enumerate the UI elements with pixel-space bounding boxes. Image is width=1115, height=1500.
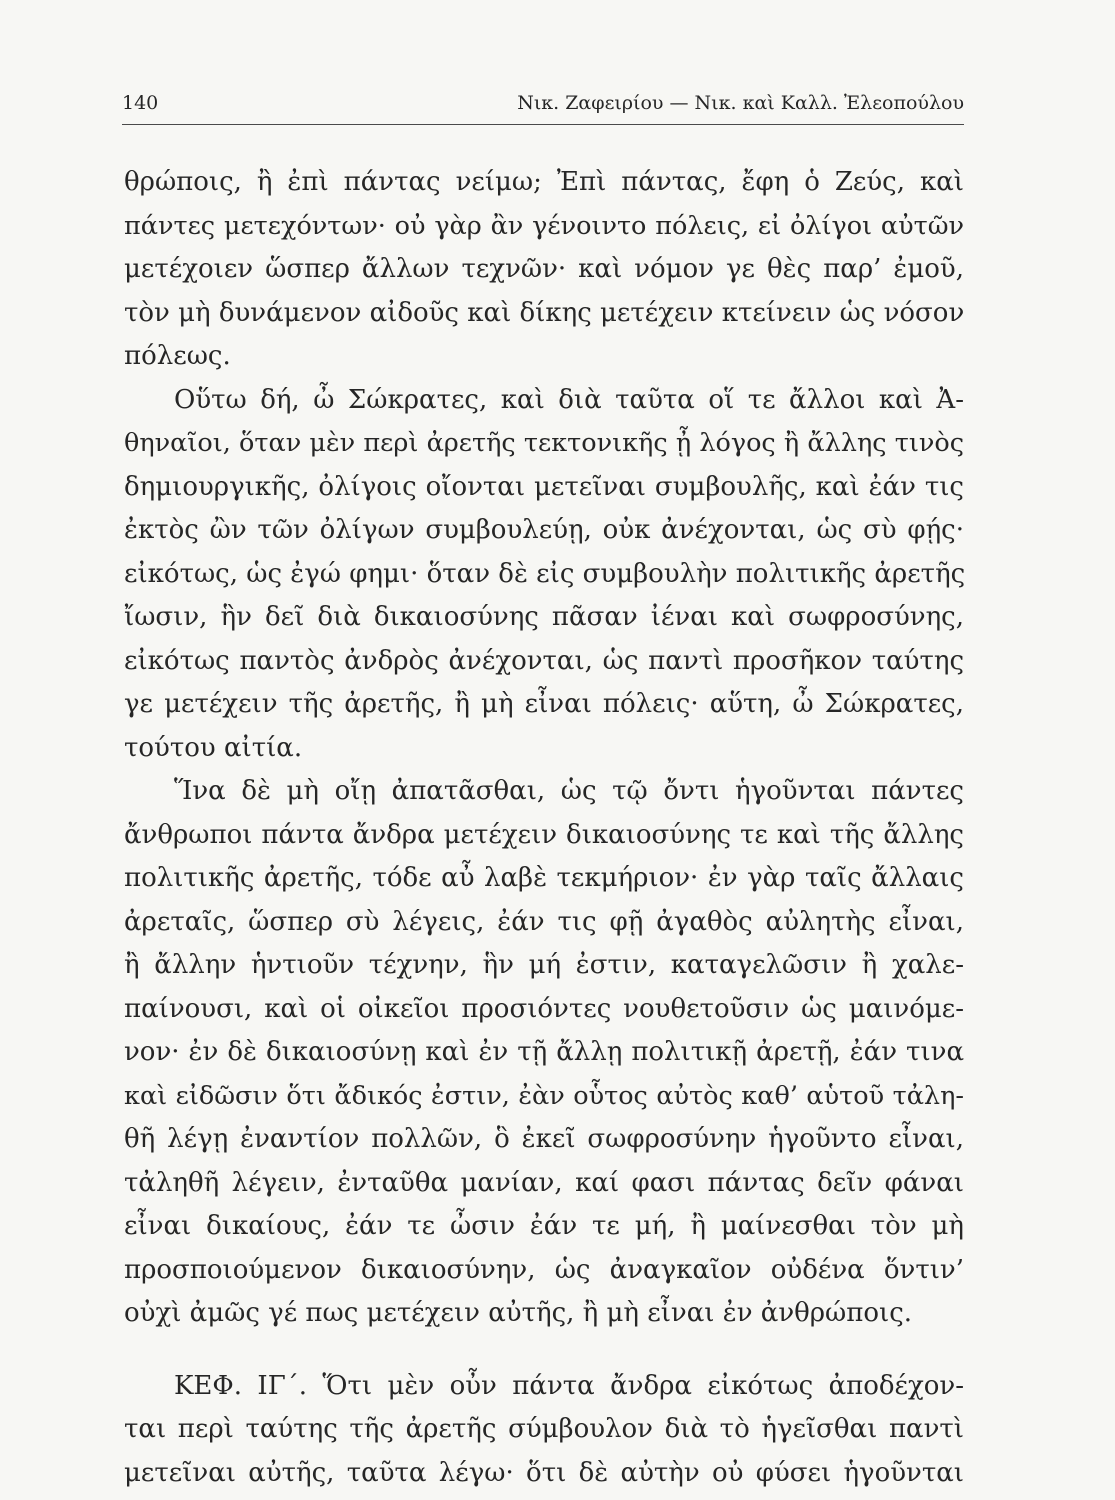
text-line: εἰκότως παντὸς ἀνδρὸς ἀνέχονται, ὡς παντὶ προσῆκον ταύτης [124, 645, 964, 676]
text-line: παίνουσι, καὶ οἱ οἰκεῖοι προσιόντες νουθετοῦσιν ὡς μαινόμε- [124, 993, 964, 1024]
page-header [122, 88, 964, 125]
text-line: θρώποις, ἢ ἐπὶ πάντας νείμω; Ἐπὶ πάντας, ἔφη ὁ Ζεύς, καὶ [124, 167, 964, 197]
text-line: μετεῖναι αὐτῆς, ταῦτα λέγω· ὅτι δὲ αὐτὴν οὐ φύσει ἡγοῦνται [124, 1457, 964, 1488]
text-line: ἄνθρωποι πάντα ἄνδρα μετέχειν δικαιοσύνης τε καὶ τῆς ἄλλης [124, 819, 964, 850]
text-line: ται περὶ ταύτης τῆς ἀρετῆς σύμβουλον διὰ τὸ ἡγεῖσθαι παντὶ [124, 1414, 964, 1444]
text-line: οὐχὶ ἀμῶς γέ πως μετέχειν αὐτῆς, ἢ μὴ εἶναι ἐν ἀνθρώποις. [124, 1298, 913, 1328]
text-line: καὶ εἰδῶσιν ὅτι ἄδικός ἐστιν, ἐὰν οὗτος αὐτὸς καθ’ αὑτοῦ τἀλη- [124, 1080, 964, 1111]
text-line: θῆ λέγῃ ἐναντίον πολλῶν, ὃ ἐκεῖ σωφροσύνην ἡγοῦντο εἶναι, [124, 1124, 964, 1154]
paragraph-start: Ἵνα δὲ μὴ οἴῃ ἀπατᾶσθαι, ὡς τῷ ὄντι ἡγοῦνται πάντες [174, 776, 964, 806]
text-line: πολιτικῆς ἀρετῆς, τόδε αὖ λαβὲ τεκμήριον· ἐν γὰρ ταῖς ἄλλαις [124, 863, 964, 893]
text-line: νον· ἐν δὲ δικαιοσύνῃ καὶ ἐν τῇ ἄλλῃ πολιτικῇ ἀρετῇ, ἐάν τινα [124, 1037, 964, 1067]
text-line: ἀρεταῖς, ὥσπερ σὺ λέγεις, ἐάν τις φῇ ἀγαθὸς αὐλητὴς εἶναι, [124, 906, 964, 937]
text-line: δημιουργικῆς, ὀλίγοις οἴονται μετεῖναι συμβουλῆς, καὶ ἐάν τις [124, 471, 964, 502]
paragraph-start: Οὕτω δή, ὦ Σώκρατες, καὶ διὰ ταῦτα οἵ τε ἄλλοι καὶ Ἀ- [174, 384, 964, 415]
text-line: προσποιούμενον δικαιοσύνην, ὡς ἀναγκαῖον οὐδένα ὅντιν’ [124, 1254, 964, 1285]
running-head: Νικ. Ζαφειρίου — Νικ. καὶ Καλλ. Ἐλεοπούλου [517, 92, 964, 114]
text-line: πόλεως. [124, 341, 231, 371]
body-text [124, 161, 964, 1495]
text-line: τούτου αἰτία. [124, 732, 303, 763]
text-line: εἰκότως, ὡς ἐγώ φημι· ὅταν δὲ εἰς συμβουλὴν πολιτικῆς ἀρετῆς [124, 558, 966, 589]
text-line: πάντες μετεχόντων· οὐ γὰρ ἂν γένοιντο πόλεις, εἰ ὀλίγοι αὐτῶν [124, 210, 964, 241]
text-line: γε μετέχειν τῆς ἀρετῆς, ἢ μὴ εἶναι πόλεις· αὕτη, ὦ Σώκρατες, [124, 689, 964, 719]
text-line: θηναῖοι, ὅταν μὲν περὶ ἀρετῆς τεκτονικῆς ᾖ λόγος ἢ ἄλλης τινὸς [124, 428, 964, 458]
text-line: ἢ ἄλλην ἡντιοῦν τέχνην, ἣν μή ἐστιν, καταγελῶσιν ἢ χαλε- [124, 950, 964, 980]
text-line: εἶναι δικαίους, ἐάν τε ὦσιν ἐάν τε μή, ἢ μαίνεσθαι τὸν μὴ [124, 1211, 964, 1241]
text-line: μετέχοιεν ὥσπερ ἄλλων τεχνῶν· καὶ νόμον γε θὲς παρ’ ἐμοῦ, [124, 254, 964, 284]
text-line: ἐκτὸς ὢν τῶν ὀλίγων συμβουλεύῃ, οὐκ ἀνέχονται, ὡς σὺ φῄς· [124, 515, 964, 545]
text-line: ἴωσιν, ἣν δεῖ διὰ δικαιοσύνης πᾶσαν ἰέναι καὶ σωφροσύνης, [124, 602, 964, 632]
chapter-heading-line: ΚΕΦ. ΙΓ΄. Ὅτι μὲν οὖν πάντα ἄνδρα εἰκότως ἀποδέχον- [174, 1370, 964, 1401]
page-number: 140 [122, 92, 159, 114]
section-gap [124, 1336, 964, 1365]
text-line: τἀληθῆ λέγειν, ἐνταῦθα μανίαν, καί φασι πάντας δεῖν φάναι [124, 1167, 964, 1198]
text-line: τὸν μὴ δυνάμενον αἰδοῦς καὶ δίκης μετέχειν κτείνειν ὡς νόσον [124, 297, 965, 328]
